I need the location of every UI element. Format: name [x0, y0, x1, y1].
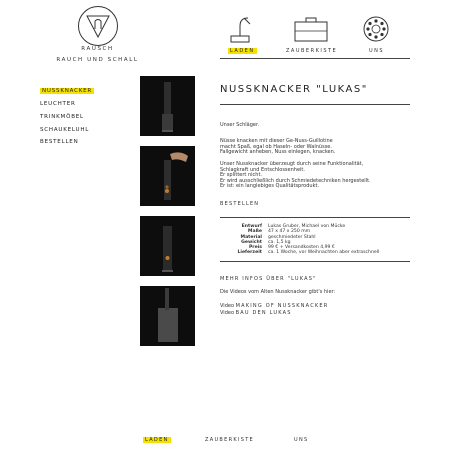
specs-rule [220, 217, 410, 218]
page-title: NUSSKNACKER "LUKAS" [220, 84, 368, 95]
product-intro: Unser Schläger. [220, 122, 260, 128]
brand-tagline: RAUCH UND SCHALL [56, 57, 139, 63]
info-rule [220, 261, 410, 262]
nav-zauberkiste-link[interactable] [294, 16, 328, 46]
header-rule [220, 58, 410, 59]
footer-zauberkiste-link[interactable]: ZAUBERKISTE [205, 437, 255, 443]
product-description-1: Nüsse knacken mit dieser Ge-Nuss-Guillotine macht Spaß, egal ob Haseln- oder Walnüsse. Fallgewicht anheben, Nuss einlegen, knacken. [220, 138, 336, 156]
nav-laden-label[interactable]: LADEN [230, 48, 255, 54]
logo-emblem[interactable] [78, 6, 118, 46]
sidebar-item-trinkmoebel[interactable]: TRINKMÖBEL [40, 114, 84, 120]
product-photo-2[interactable] [140, 146, 195, 206]
footer-uns-link[interactable]: UNS [294, 437, 309, 443]
triangle-logo-icon [79, 7, 117, 45]
title-rule [220, 104, 410, 105]
spec-row-material: Material geschmiedeter Stahl [240, 234, 316, 240]
order-link[interactable]: BESTELLEN [220, 201, 260, 207]
spec-row-lieferzeit: Lieferzeit ca. 1 Woche, vor Weihnachten aber extraschnell [237, 250, 380, 256]
suitcase-icon [294, 16, 328, 42]
nav-uns-link[interactable] [363, 16, 389, 46]
product-photo-3[interactable] [140, 216, 195, 276]
video-link-making-of[interactable]: Video MAKING OF NUSSKNACKER [220, 303, 329, 309]
spec-row-masse: Maße 47 x 47 x 250 mm [247, 229, 311, 235]
rotary-dial-icon [363, 16, 389, 42]
brand-name: RAUSCH [81, 46, 114, 52]
videos-intro: Die Videos vom Alten Nussknacker gibt's hier: [220, 289, 336, 295]
sidebar-item-leuchter[interactable]: LEUCHTER [40, 101, 76, 107]
spec-row-gewicht: Gewicht ca. 1,5 kg [241, 239, 291, 245]
spec-table [224, 224, 379, 256]
sidebar-item-schaukeluhl[interactable]: SCHAUKELUHL [40, 127, 90, 133]
spec-row-entwurf: Entwurf Lukas Gruber, Michael von Mücke [241, 224, 346, 229]
product-description-2: Unser Nussknacker überzeugt durch seine Funktionalität, Schlagkraft und Entschlossenheit. Er splittert nicht. Er wird ausschließlich durch Schmiedetechniken hergestellt. Er ist: ein langlebiges Qualitätsprodukt. [220, 161, 371, 190]
video-link-bau-den-lukas[interactable]: Video BAU DEN LUKAS [220, 310, 292, 316]
product-photo-1[interactable] [140, 76, 195, 136]
product-photo-4[interactable] [140, 286, 195, 346]
footer-laden-link[interactable]: LADEN [145, 437, 169, 443]
nav-zauberkiste-label[interactable]: ZAUBERKISTE [286, 48, 338, 54]
gramophone-icon [229, 16, 251, 44]
spec-row-preis: Preis 99 € + Versandkosten 4,99 € [248, 245, 335, 251]
nav-laden-link[interactable] [229, 16, 251, 48]
sidebar-item-bestellen[interactable]: BESTELLEN [40, 139, 79, 145]
more-info-link[interactable]: MEHR INFOS ÜBER "LUKAS" [220, 276, 317, 282]
sidebar-item-nussknacker[interactable]: NUSSKNACKER [42, 88, 93, 94]
nav-uns-label[interactable]: UNS [369, 48, 385, 54]
